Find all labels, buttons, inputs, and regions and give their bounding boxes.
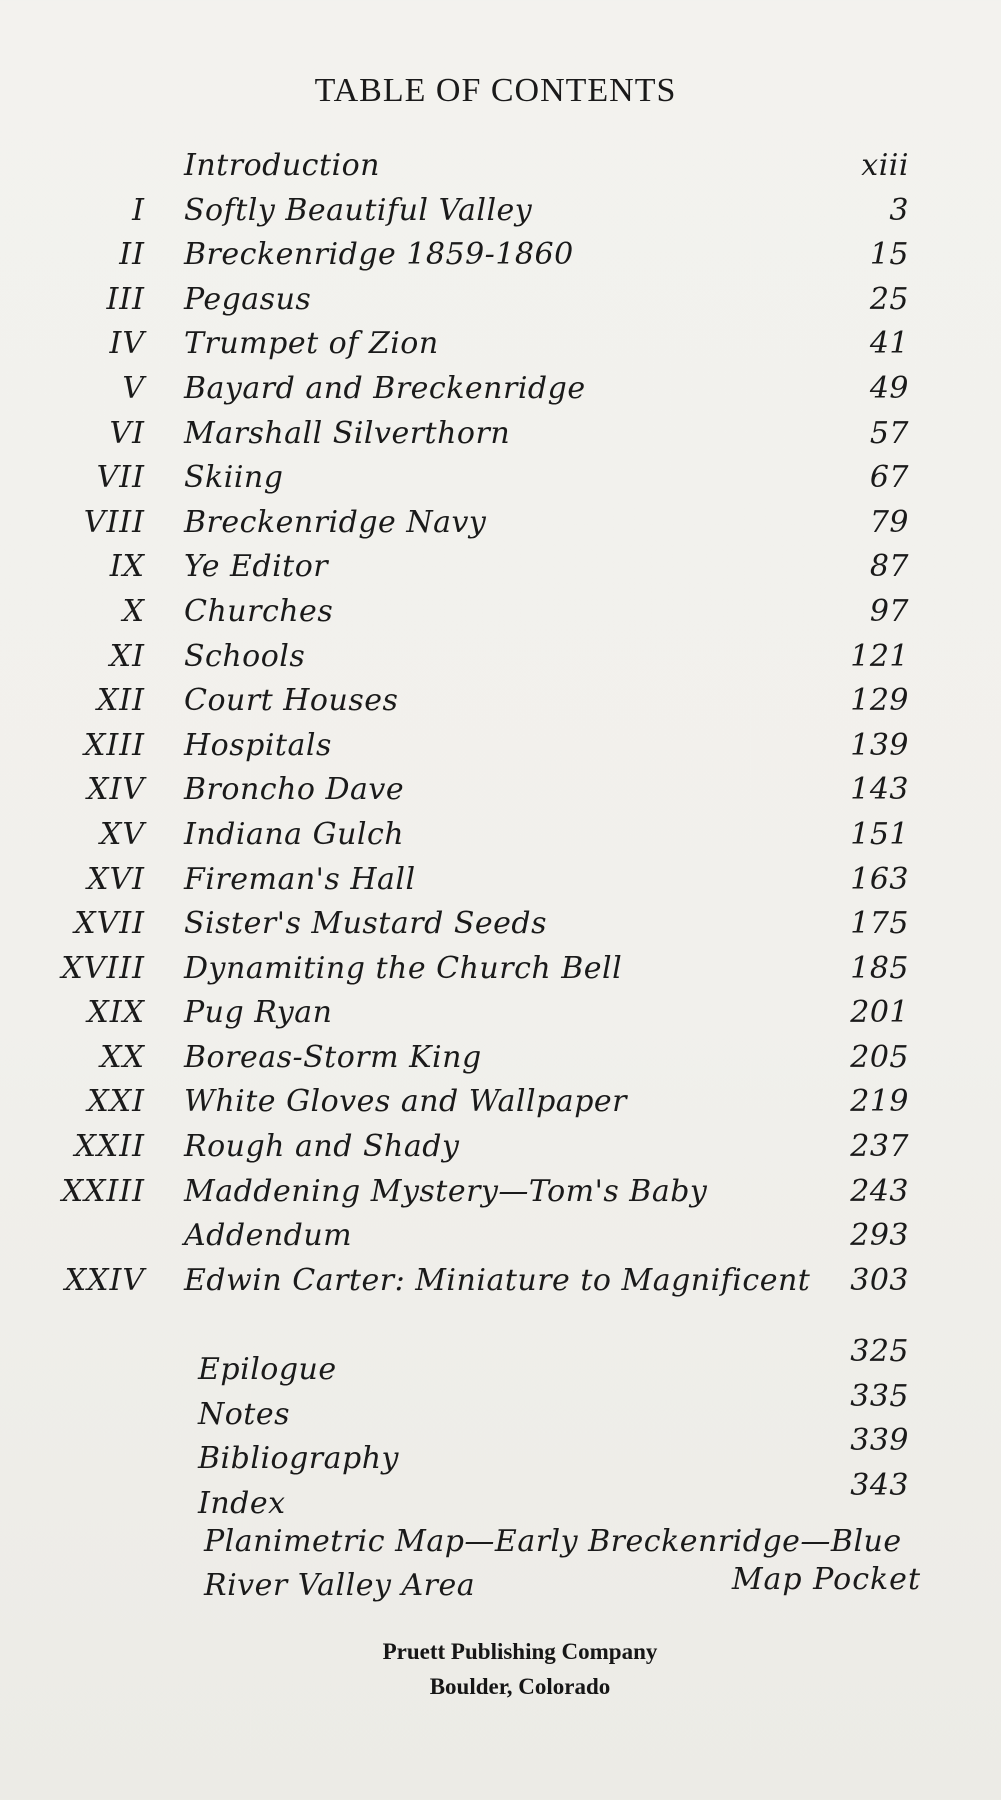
toc-entry (0, 772, 1001, 817)
chapter-numeral: III (106, 281, 145, 317)
toc-entry (0, 460, 1001, 505)
toc-entry (0, 549, 1001, 594)
toc-entry (0, 282, 1001, 327)
chapter-numeral: VII (96, 460, 145, 496)
chapter-title: Skiing (184, 460, 284, 496)
chapter-title: Marshall Silverthorn (184, 415, 511, 451)
chapter-numeral: XVI (87, 861, 145, 897)
toc-entry (0, 148, 1001, 193)
page-number: 237 (850, 1129, 909, 1165)
page-number: 219 (850, 1084, 909, 1120)
page-number: 97 (869, 593, 909, 629)
toc-entry (0, 728, 1001, 773)
back-matter-list (0, 1334, 1001, 1526)
map-entry-title-line1: Planimetric Map—Early Breckenridge—Blue (204, 1524, 902, 1559)
chapter-numeral: XVII (74, 906, 145, 942)
back-matter-title: Epilogue (198, 1352, 337, 1387)
chapter-title: Fireman's Hall (184, 861, 416, 897)
chapter-title: Softly Beautiful Valley (184, 192, 533, 228)
toc-entry (0, 862, 1001, 907)
chapter-list (0, 148, 1001, 1307)
chapter-title: Court Houses (184, 683, 399, 719)
page-number: 57 (869, 415, 909, 451)
publisher-name: Pruett Publishing Company (382, 1639, 658, 1664)
map-entry (0, 1524, 1001, 1614)
toc-entry (0, 995, 1001, 1040)
chapter-title: Indiana Gulch (184, 816, 405, 852)
toc-entry (0, 1129, 1001, 1174)
chapter-title: Edwin Carter: Miniature to Magnificent (184, 1262, 811, 1298)
chapter-numeral: I (132, 192, 145, 228)
toc-entry (0, 683, 1001, 728)
chapter-title: Trumpet of Zion (184, 326, 439, 362)
page-number: 41 (869, 326, 909, 362)
chapter-title: Churches (184, 593, 334, 629)
chapter-title: Broncho Dave (184, 772, 405, 808)
toc-entry (0, 594, 1001, 639)
chapter-numeral: VI (109, 415, 145, 451)
toc-entry (0, 237, 1001, 282)
chapter-title: Ye Editor (184, 549, 329, 585)
page-number: 205 (850, 1039, 909, 1075)
chapter-numeral: XXIV (64, 1262, 145, 1298)
chapter-title: Hospitals (184, 727, 332, 763)
map-entry-title-line2: River Valley Area (204, 1568, 476, 1603)
page-number: 303 (850, 1262, 909, 1298)
chapter-title: Breckenridge Navy (184, 504, 487, 540)
toc-entry (0, 326, 1001, 371)
page-number: 293 (850, 1218, 909, 1254)
toc-entry (0, 505, 1001, 550)
chapter-numeral: IX (109, 549, 145, 585)
chapter-title: Rough and Shady (184, 1129, 460, 1165)
chapter-numeral: II (119, 237, 145, 273)
back-matter-title: Notes (198, 1396, 291, 1432)
page-number: 175 (850, 906, 909, 942)
page-title: TABLE OF CONTENTS (314, 72, 677, 109)
toc-entry (0, 951, 1001, 996)
toc-entry (0, 416, 1001, 461)
page-number: 49 (869, 370, 909, 406)
chapter-title: White Gloves and Wallpaper (184, 1084, 627, 1120)
chapter-numeral: VIII (83, 504, 145, 540)
chapter-title: Maddening Mystery—Tom's Baby (184, 1173, 708, 1209)
chapter-title: Addendum (184, 1218, 353, 1254)
chapter-title: Breckenridge 1859-1860 (184, 237, 574, 273)
page-number: 143 (850, 772, 909, 808)
chapter-numeral: XVIII (61, 950, 145, 986)
chapter-numeral: XXII (74, 1129, 145, 1165)
page-number: 87 (869, 549, 909, 585)
toc-entry (0, 639, 1001, 684)
toc-entry (0, 193, 1001, 238)
page-number: 201 (850, 995, 909, 1031)
chapter-title: Boreas-Storm King (184, 1039, 482, 1075)
publisher-city: Boulder, Colorado (429, 1674, 611, 1699)
chapter-title: Dynamiting the Church Bell (184, 950, 623, 986)
map-entry-location: Map Pocket (731, 1562, 921, 1597)
toc-entry (0, 371, 1001, 416)
back-matter-entry (0, 1467, 1001, 1527)
chapter-title: Introduction (184, 148, 380, 183)
page-number: 343 (850, 1467, 909, 1503)
chapter-title: Bayard and Breckenridge (184, 370, 586, 406)
page-number: 151 (850, 816, 909, 852)
page-number: 15 (869, 237, 909, 273)
page-number: 79 (869, 504, 909, 540)
chapter-numeral: X (122, 593, 145, 629)
page-number: xiii (861, 148, 909, 183)
chapter-title: Pug Ryan (184, 995, 333, 1031)
chapter-numeral: XII (96, 683, 145, 719)
toc-entry (0, 1040, 1001, 1085)
toc-entry (0, 1174, 1001, 1219)
page-number: 25 (869, 281, 909, 317)
chapter-numeral: XIV (87, 772, 145, 808)
page-number: 163 (850, 861, 909, 897)
back-matter-title: Bibliography (198, 1441, 399, 1476)
page-number: 325 (850, 1334, 909, 1369)
chapter-title: Pegasus (184, 281, 312, 317)
chapter-numeral: XIII (84, 727, 145, 763)
page-number: 3 (889, 192, 909, 228)
chapter-numeral: XIX (87, 995, 145, 1031)
toc-entry (0, 1218, 1001, 1263)
chapter-numeral: XV (99, 816, 145, 852)
page-number: 139 (850, 727, 909, 763)
toc-entry (0, 817, 1001, 862)
chapter-numeral: XI (109, 638, 145, 674)
page-number: 121 (850, 638, 909, 674)
toc-entry (0, 906, 1001, 951)
page-number: 243 (850, 1173, 909, 1209)
chapter-numeral: XXI (87, 1084, 145, 1120)
toc-entry (0, 1263, 1001, 1308)
page-number: 129 (850, 683, 909, 719)
page-number: 67 (869, 460, 909, 496)
back-matter-title: Index (198, 1485, 286, 1521)
chapter-numeral: IV (109, 326, 145, 362)
toc-entry (0, 1084, 1001, 1129)
page-number: 185 (850, 950, 909, 986)
chapter-title: Schools (184, 638, 306, 674)
chapter-numeral: XX (100, 1039, 145, 1075)
chapter-numeral: V (122, 370, 145, 406)
chapter-title: Sister's Mustard Seeds (184, 906, 547, 942)
page-number: 335 (850, 1378, 909, 1414)
page-number: 339 (850, 1423, 909, 1458)
publisher-imprint (0, 1634, 1001, 1704)
chapter-numeral: XXIII (61, 1173, 145, 1209)
